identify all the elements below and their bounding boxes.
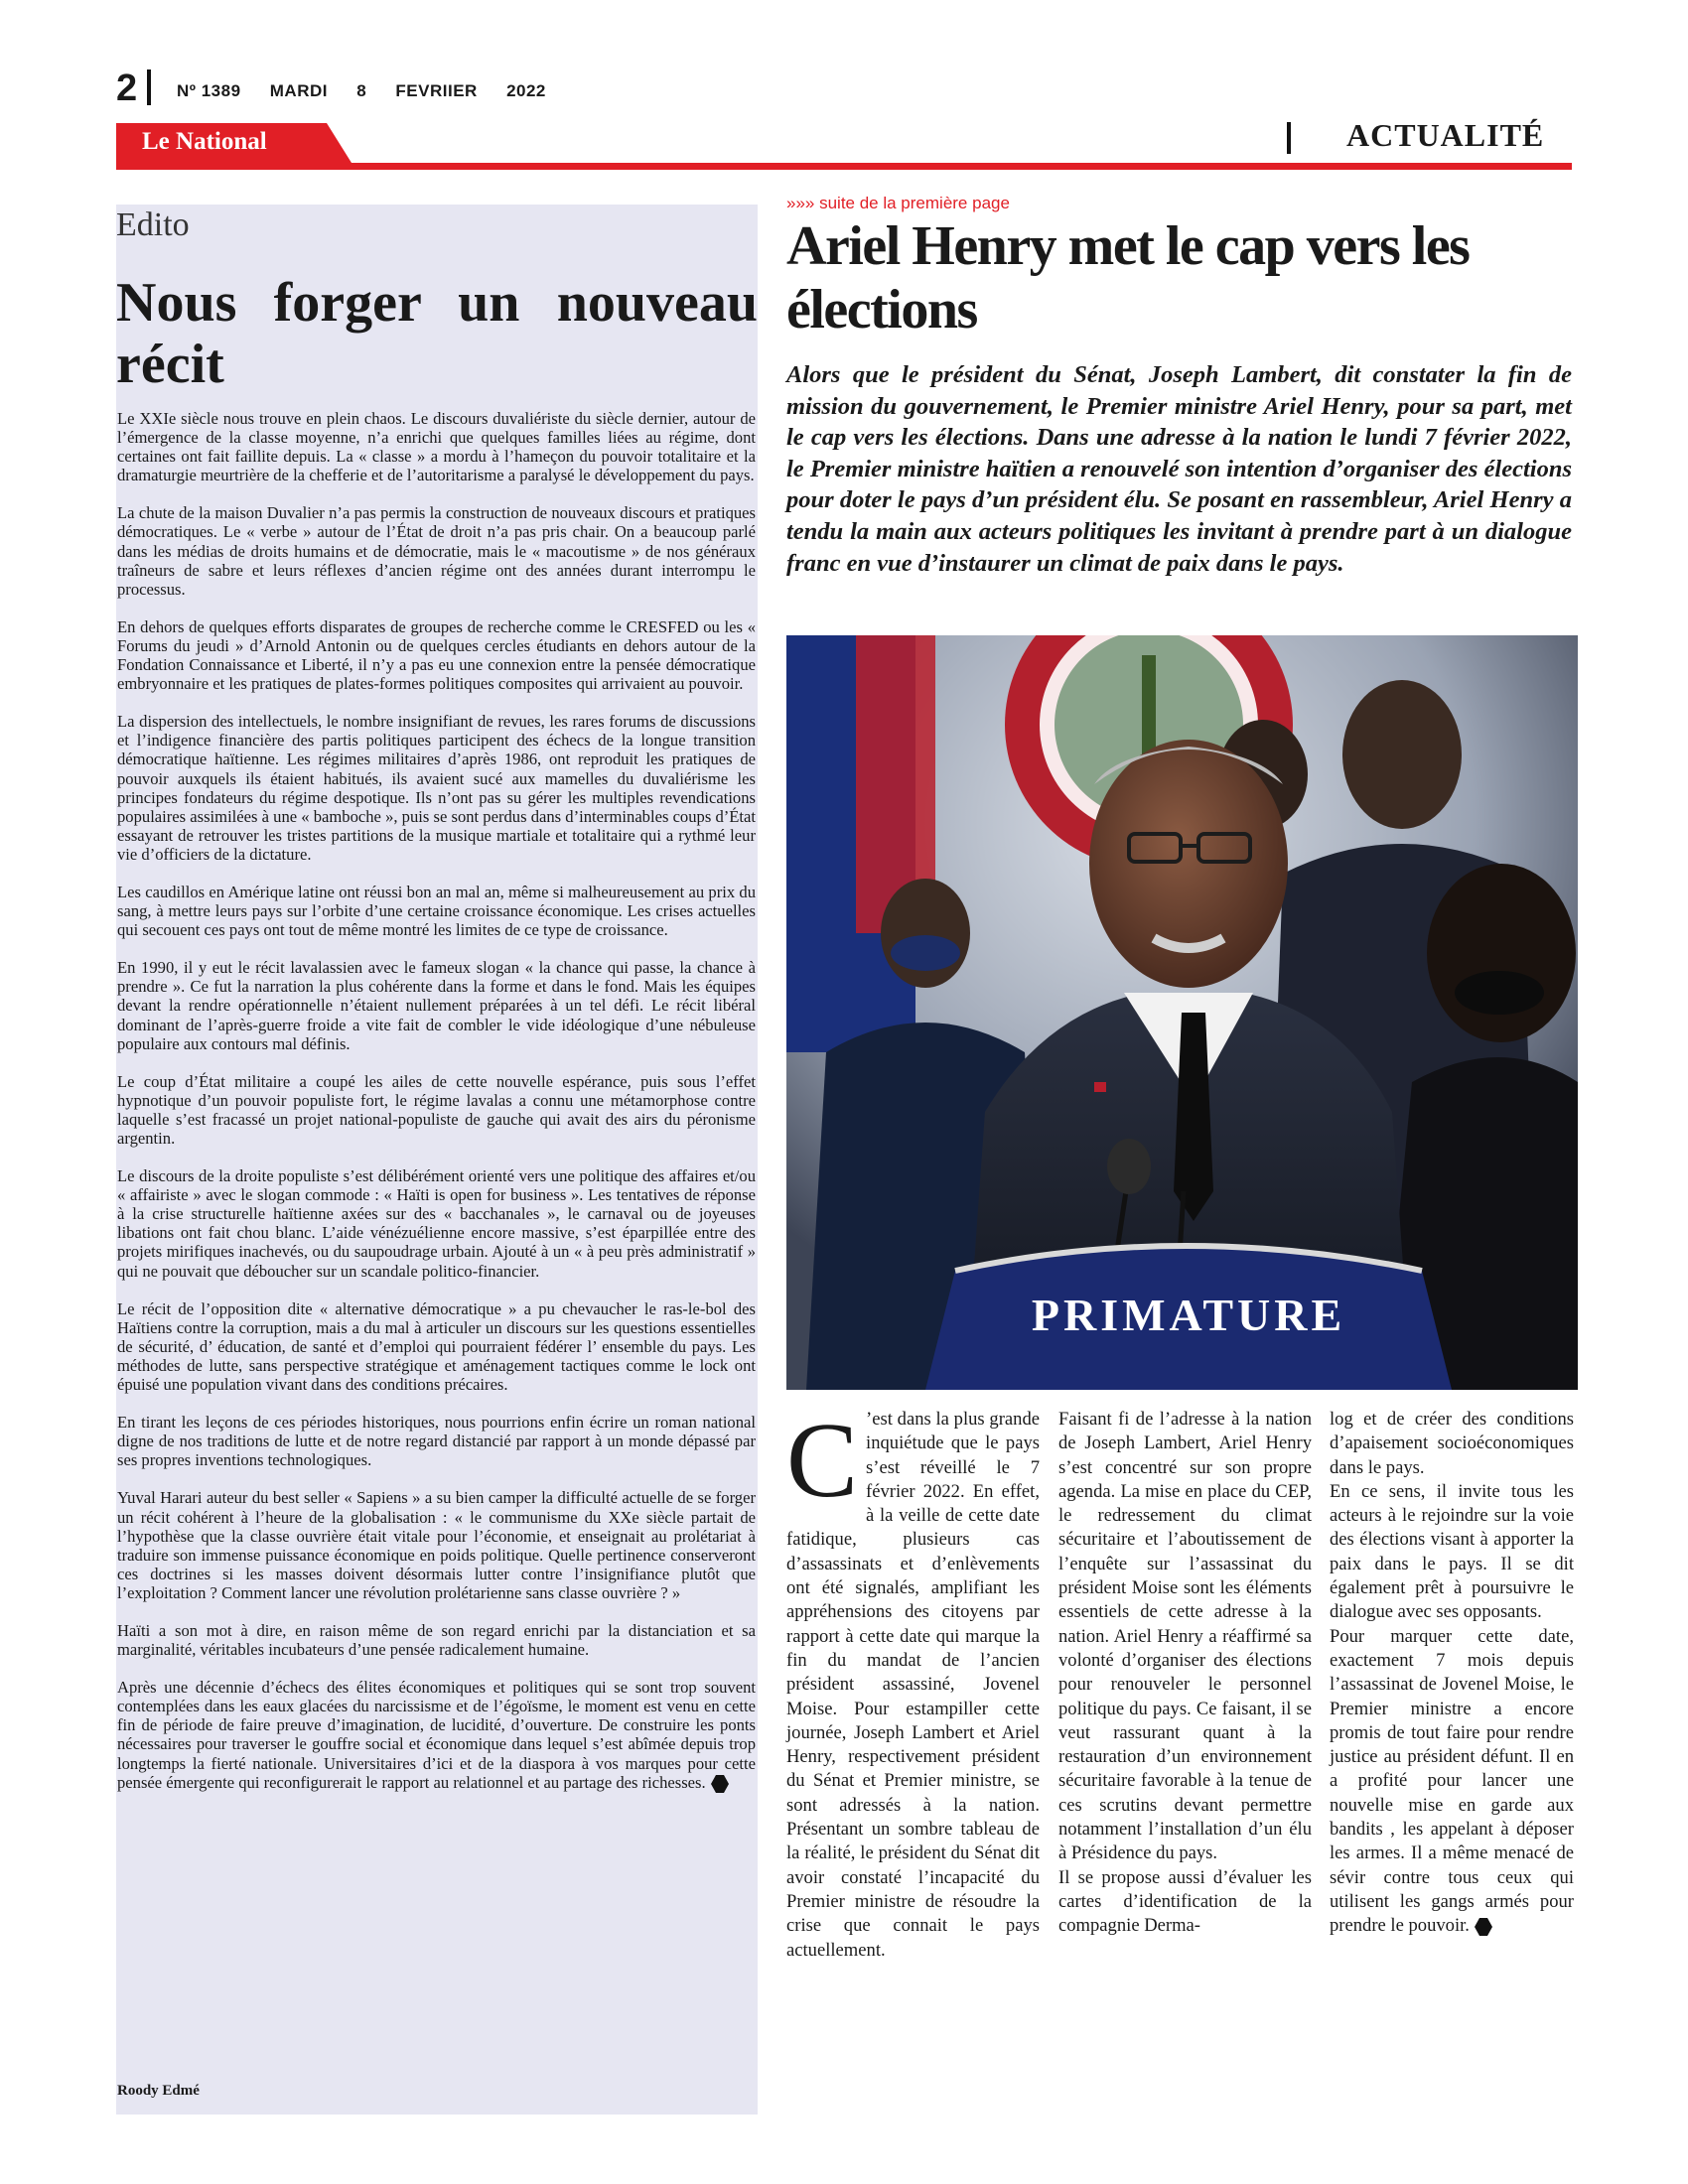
edito-kicker: Edito bbox=[116, 206, 190, 243]
section-divider bbox=[1287, 122, 1291, 154]
section-title: ACTUALITÉ bbox=[1346, 117, 1545, 153]
article-column-1 bbox=[786, 1402, 1040, 1963]
article-kicker: »»» suite de la première page bbox=[786, 194, 1010, 212]
brand-tab bbox=[116, 123, 352, 163]
article-column-2 bbox=[1058, 1408, 1312, 1939]
column-3-paragraph: En ce sens, il invite tous les acteurs à le rejoindre sur la voie des élections visant à apporter la paix dans le pays. Il se dit également prêt à poursuivre le dialogue avec ses opposants. bbox=[1330, 1480, 1574, 1623]
edito-paragraph: La chute de la maison Duvalier n’a pas permis la construction de nouveaux discours et pratiques démocratiques. Le « verbe » autour de l’État de droit n’a pas pris chair. On a beaucoup parlé dans les médias de droits humains et de démocratie, mais le « macoutisme » de nos généraux traîneurs de sabre et leurs réflexes d’ancien régime ont des années durant interrompu le processus. bbox=[117, 503, 756, 599]
column-1-paragraph bbox=[786, 1402, 1040, 1963]
edito-paragraph: La dispersion des intellectuels, le nombre insignifiant de revues, les rares forums de discussions et l’indigence financière des partis politiques participent des échecs de la longue transition démocratique haïtienne. Les régimes militaires d’après 1986, ont reproduit les pratiques de pouvoir auxquels ils étaient habitués, ils avaient sucé aux mamelles du duvaliérisme les principes fondateurs du régime despotique. Ils n’ont pas su gérer les multiples revendications populaires assimilées à une « bamboche », puis se sont perdus dans d’interminables coups d’État essayant de retrouver les tristes partitions de la musique martiale et totalitaire qui a rythmé leur vie d’officiers de la dictature. bbox=[117, 712, 756, 864]
issue-year: 2022 bbox=[506, 81, 546, 100]
header-rule bbox=[116, 163, 1572, 170]
edito-author: Roody Edmé bbox=[117, 2083, 200, 2099]
edito-title: Nous forger un nouveau récit bbox=[116, 272, 758, 395]
press-conference-photo bbox=[786, 635, 1578, 1390]
end-mark-icon bbox=[710, 1774, 730, 1794]
edito-paragraph: Le coup d’État militaire a coupé les ailes de cette nouvelle espérance, puis sous l’effet hypnotique d’un pouvoir populiste fort, le régime lavalas a connu une métamorphose contre laquelle s’est fracassé un projet national-populiste de gauche qui avait des airs du péronisme argentin. bbox=[117, 1071, 756, 1148]
issue-number: Nº 1389 bbox=[177, 81, 241, 100]
page-number: 2 bbox=[116, 68, 138, 109]
edito-paragraph-text: Après une décennie d’échecs des élites économiques et politiques qui se sont trop souvent contemplées dans les eaux glacées du narcissisme et de l’égoïsme, le moment est venu en cette fin de période de faire preuve d’imagination, de lucidité, d’ouverture. De construire les ponts nécessaires pour traverser le gouffre social et économique dans lequel s’est abîmée depuis trop longtemps la fierté nationale. Universitaires d’ici et de la diaspora à vos marques pour cette pensée émergente qui reconfigurerait le rapport au relationnel et au partage des richesses. bbox=[117, 1678, 756, 1792]
article-column-3 bbox=[1330, 1408, 1574, 1939]
issue-date-day: 8 bbox=[356, 81, 367, 100]
column-2-paragraph: Faisant fi de l’adresse à la nation de Joseph Lambert, Ariel Henry s’est concentré sur son propre agenda. La mise en place du CEP, le redressement du climat sécuritaire et l’aboutissement de l’enquête sur l’assassinat du président Moise sont les éléments essentiels de cette adresse à la nation. Ariel Henry a réaffirmé sa volonté d’organiser des élections pour renouveler le personnel politique du pays. Ce faisant, il se veut rassurant quant à la restauration d’un environnement sécuritaire favorable à la tenue de ces scrutins devant permettre notamment l’installation d’un élu à Présidence du pays. bbox=[1058, 1409, 1312, 1864]
article-lead: Alors que le président du Sénat, Joseph Lambert, dit constater la fin de mission du gouvernement, le Premier ministre Ariel Henry, pour sa part, met le cap vers les élections. Dans une adresse à la nation le lundi 7 février 2022, le Premier ministre haïtien a renouvelé son intention d’organiser des élections pour doter le pays d’un président élu. Se posant en rassembleur, Ariel Henry a tendu la main aux acteurs politiques les invitant à prendre part à un dialogue franc en vue d’instaurer un climat de paix dans le pays. bbox=[786, 361, 1572, 577]
article-photo bbox=[786, 635, 1578, 1390]
column-2-paragraph: Il se propose aussi d’évaluer les cartes d’identification de la compagnie Derma- bbox=[1058, 1866, 1312, 1937]
column-3-paragraph: log et de créer des conditions d’apaisement socioéconomiques dans le pays. bbox=[1330, 1409, 1574, 1478]
column-1-text: ’est dans la plus grande inquiétude que le pays s’est réveillé le 7 février 2022. En effet, à la veille de cette date fatidique, plusieurs cas d’assassinats et d’enlèvements ont été signalés, amplifiant les appréhensions des citoyens par rapport à cette date qui marque la fin du mandat de l’ancien président assassiné, Jovenel Moise. Pour estampiller cette journée, Joseph Lambert et Ariel Henry, respectivement président du Sénat et Premier ministre, se sont adressés à la nation. Présentant un sombre tableau de la réalité, le président du Sénat dit avoir constaté l’incapacité du Premier ministre de résoudre la crise que connait le pays actuellement. bbox=[786, 1409, 1040, 1961]
edito-paragraph: En dehors de quelques efforts disparates de groupes de recherche comme le CRESFED ou les « Forums du jeudi » d’Arnold Antonin ou de quelques cercles étudiants en dehors autour de la Fondation Connaissance et Liberté, il n’y a pas eu une connexion entre la pensée démocratique embryonnaire et les pratiques de plates-formes politiques composites qui arrivaient au pouvoir. bbox=[117, 616, 756, 694]
issue-day: MARDI bbox=[269, 81, 328, 100]
edito-paragraph: Haïti a son mot à dire, en raison même de son regard enrichi par la distanciation et sa marginalité, véritables incubateurs d’une pensée radicalement humaine. bbox=[117, 1620, 756, 1660]
edito-body bbox=[117, 409, 756, 1813]
edito-paragraph: Le discours de la droite populiste s’est délibérément orienté vers une politique des affaires et/ou « affairiste » avec le slogan commode : « Haïti is open for business ». Les tentatives de réponse à la crise structurelle haïtienne axées sur des « bacchanales », le carnaval ou de joyeuses libations ont fait chou blanc. L’aide vénézuélienne encore massive, s’est éparpillée entre des projets mirifiques inachevés, ou du saupoudrage urbain. Ajouté à un « à peu près administratif » qui ne pouvait que déboucher sur un scandale politico-financier. bbox=[117, 1166, 756, 1281]
edito-paragraph: En tirant les leçons de ces périodes historiques, nous pourrions enfin écrire un roman national digne de nos traditions de lutte et de notre regard distancié par rapport à un monde dépassé par ses propres inventions technologiques. bbox=[117, 1413, 756, 1470]
column-3-text: Pour marquer cette date, exactement 7 mois depuis l’assassinat de Jovenel Moise, le Premier ministre a encore promis de tout faire pour rendre justice au président défunt. Il en a profité pour lancer une nouvelle mise en garde aux bandits , les appelant à déposer les armes. Il a même menacé de sévir contre tous ceux qui utilisent les gangs armés pour prendre le pouvoir. bbox=[1330, 1625, 1574, 1937]
issue-month: FEVRIIER bbox=[395, 81, 478, 100]
page-number-divider bbox=[147, 69, 151, 105]
edito-paragraph: Yuval Harari auteur du best seller « Sapiens » a su bien camper la difficulté actuelle de se forger un récit cohérent à l’heure de la globalisation : « le communisme du XXe siècle partait de l’hypothèse que la classe ouvrière était vitale pour l’économie, et enseignait au prolétariat à traduire son immense puissance économique en poids politique. Quelle pertinence conserveront ces doctrines si les masses doivent désormais lutter contre l’insignifiance plutôt que l’exploitation ? Comment lancer une révolution prolétarienne sans classe ouvrière ? » bbox=[117, 1488, 756, 1602]
podium-text: PRIMATURE bbox=[1031, 1290, 1346, 1340]
edito-paragraph: Les caudillos en Amérique latine ont réussi bon an mal an, même si malheureusement au prix du sang, à mettre leurs pays sur l’orbite d’une certaine croissance économique. Les crises actuelles qui secouent ces pays ont tout de même montré les limites de ce type de croissance. bbox=[117, 882, 756, 940]
issue-meta bbox=[177, 81, 570, 101]
article-headline: Ariel Henry met le cap vers les élections bbox=[786, 215, 1470, 341]
edito-paragraph: Le XXIe siècle nous trouve en plein chaos. Le discours duvaliériste du siècle dernier, autour de l’émergence de la classe moyenne, n’a enrichi que quelques familles liées au régime, dont certaines ont fait faillite depuis. La « classe » a mordu à l’hameçon du pouvoir totalitaire et la dramaturgie meurtrière de la chefferie et de l’autoritarisme a paralysé le développement du pays. bbox=[117, 409, 756, 485]
column-3-paragraph-last bbox=[1330, 1625, 1574, 1939]
edito-paragraph: En 1990, il y eut le récit lavalassien avec le fameux slogan « la chance qui passe, la chance à prendre ». Ce fut la narration la plus cohérente dans la forme et dans le fond. Mais les équipes devant la rendre opérationnelle n’étaient nullement préparées à un tel défi. Le récit libéral dominant de l’après-guerre froide a vite fait de combler le vide idéologique d’une nébuleuse populaire aux contours mal définis. bbox=[117, 958, 756, 1053]
edito-paragraph: Le récit de l’opposition dite « alternative démocratique » a pu chevaucher le ras-le-bol des Haïtiens contre la corruption, mais a du mal à articuler un discours sur les questions essentielles de sécurité, d’ éducation, de santé et d’emploi qui pourraient fédérer l’ ensemble du pays. Les méthodes de lutte, sans perspective stratégique et aménagement tactiques comme le lock ont épuisé une population vivant dans des conditions précaires. bbox=[117, 1298, 756, 1395]
edito-paragraph-last bbox=[117, 1678, 756, 1794]
drop-cap: C bbox=[786, 1402, 859, 1520]
brand-name: Le National bbox=[142, 128, 267, 155]
end-mark-icon bbox=[1474, 1917, 1493, 1937]
